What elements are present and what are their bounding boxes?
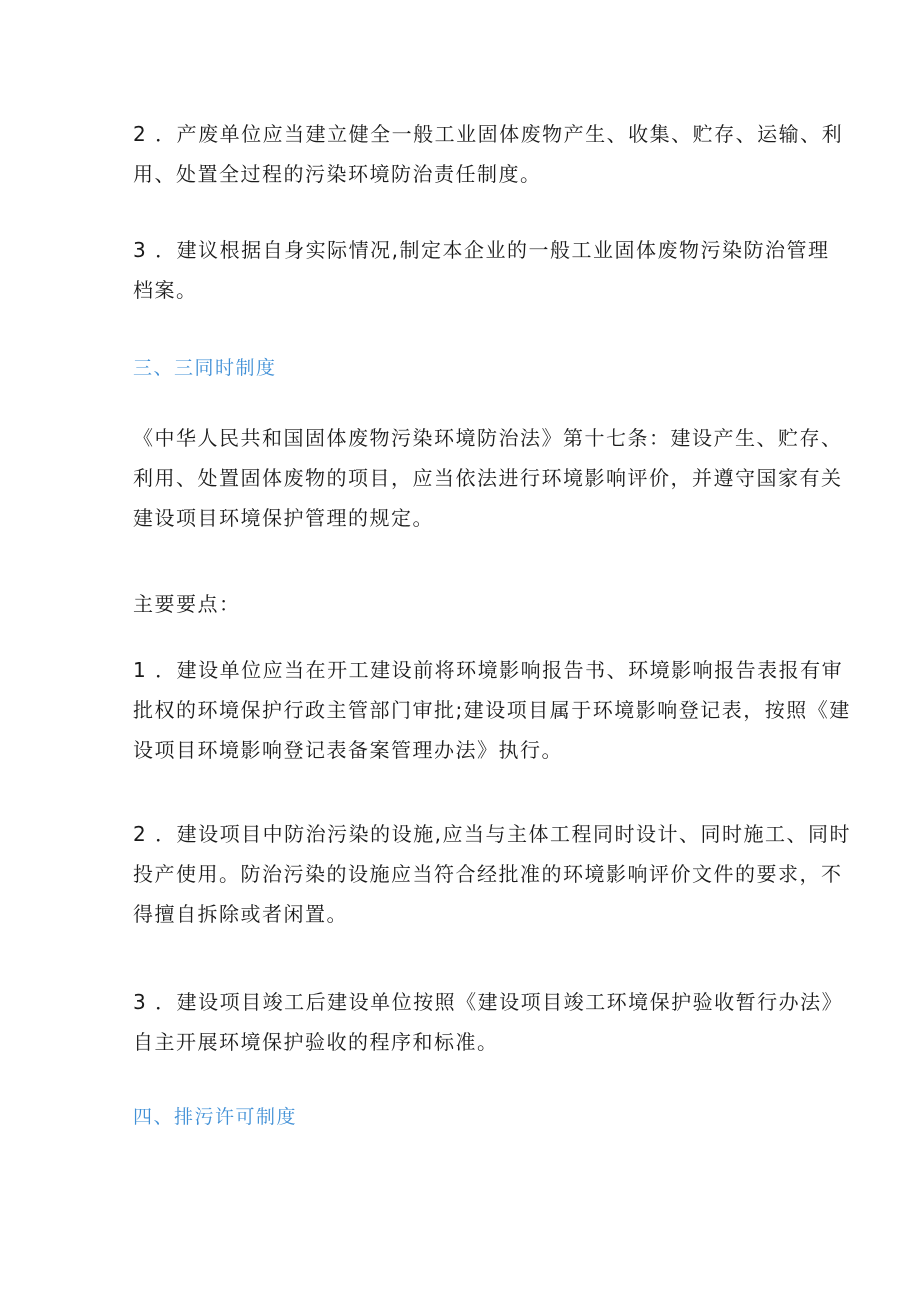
section-heading-4 (133, 1097, 803, 1137)
heading-text: 四、排污许可制度 (133, 1106, 298, 1128)
text-line: 建设项目环境保护管理的规定。 (133, 506, 434, 530)
text-line: 用、处置全过程的污染环境防治责任制度。 (133, 162, 542, 186)
paragraph-item-2 (133, 114, 844, 194)
text-line: 设项目环境影响登记表备案管理办法》执行。 (133, 738, 563, 762)
main-points-label (133, 584, 803, 624)
paragraph-law-quote (133, 418, 843, 538)
text-line: 投产使用。防治污染的设施应当符合经批准的环境影响评价文件的要求，不 (133, 862, 843, 886)
text-line: 主要要点： (133, 592, 241, 616)
text-line: 3 ．建议根据自身实际情况,制定本企业的一般工业固体废物污染防治管理 (133, 238, 830, 262)
text-line: 得擅自拆除或者闲置。 (133, 902, 348, 926)
text-line: 1 ．建设单位应当在开工建设前将环境影响报告书、环境影响报告表报有审 (133, 658, 844, 682)
text-line: 《中华人民共和国固体废物污染环境防治法》第十七条：建设产生、贮存、 (133, 426, 843, 450)
text-line: 利用、处置固体废物的项目，应当依法进行环境影响评价，并遵守国家有关 (133, 466, 843, 490)
text-line: 2 ．建设项目中防治污染的设施,应当与主体工程同时设计、同时施工、同时 (133, 822, 851, 846)
text-line: 3 ．建设项目竣工后建设单位按照《建设项目竣工环境保护验收暂行办法》 (133, 990, 844, 1014)
paragraph-point-3 (133, 982, 844, 1062)
paragraph-point-1 (133, 650, 851, 770)
section-heading-3 (133, 348, 803, 388)
paragraph-point-2 (133, 814, 851, 934)
text-line: 自主开展环境保护验收的程序和标准。 (133, 1030, 499, 1054)
heading-text: 三、三同时制度 (133, 357, 277, 379)
text-line: 档案。 (133, 278, 198, 302)
paragraph-item-3 (133, 230, 830, 310)
text-line: 批权的环境保护行政主管部门审批;建设项目属于环境影响登记表，按照《建 (133, 698, 851, 722)
text-line: 2 ．产废单位应当建立健全一般工业固体废物产生、收集、贮存、运输、利 (133, 122, 844, 146)
